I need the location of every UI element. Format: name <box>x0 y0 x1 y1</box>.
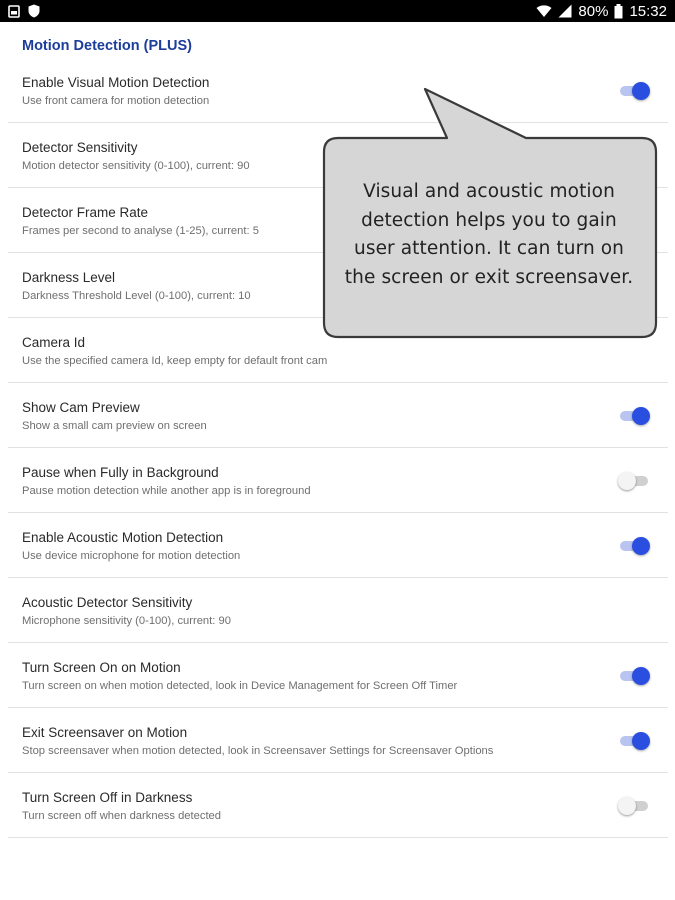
setting-enable-acoustic-motion-detection[interactable] <box>8 513 668 578</box>
setting-title: Show Cam Preview <box>22 400 140 415</box>
setting-title: Turn Screen Off in Darkness <box>22 790 193 805</box>
setting-subtitle: Pause motion detection while another app is in foreground <box>22 485 311 497</box>
wifi-icon <box>536 4 552 18</box>
turn-screen-on-toggle[interactable] <box>618 668 650 684</box>
acoustic-motion-detection-toggle[interactable] <box>618 538 650 554</box>
setting-subtitle: Use the specified camera Id, keep empty for default front cam <box>22 355 328 367</box>
setting-title: Pause when Fully in Background <box>22 465 219 480</box>
setting-pause-when-fully-in-background[interactable] <box>8 448 668 513</box>
callout-line: user attention. It can turn on <box>354 238 624 259</box>
setting-title: Darkness Level <box>22 270 116 285</box>
setting-subtitle: Microphone sensitivity (0-100), current: 90 <box>22 615 231 627</box>
setting-subtitle: Motion detector sensitivity (0-100), current: 90 <box>22 160 250 172</box>
setting-subtitle: Darkness Threshold Level (0-100), current: 10 <box>22 290 251 302</box>
setting-subtitle: Frames per second to analyse (1-25), current: 5 <box>22 225 259 237</box>
setting-title: Acoustic Detector Sensitivity <box>22 595 193 610</box>
setting-acoustic-detector-sensitivity[interactable] <box>8 578 668 643</box>
setting-title: Enable Acoustic Motion Detection <box>22 530 224 545</box>
setting-subtitle: Use device microphone for motion detection <box>22 550 241 562</box>
callout-line: the screen or exit screensaver. <box>344 266 634 288</box>
turn-screen-off-darkness-toggle[interactable] <box>618 798 650 814</box>
setting-title: Enable Visual Motion Detection <box>22 75 210 90</box>
section-title: Motion Detection (PLUS) <box>22 38 192 54</box>
exit-screensaver-toggle[interactable] <box>618 733 650 749</box>
callout-line: Visual and acoustic motion <box>363 181 615 202</box>
show-cam-preview-toggle[interactable] <box>618 408 650 424</box>
setting-title: Exit Screensaver on Motion <box>22 725 188 740</box>
setting-subtitle: Stop screensaver when motion detected, look in Screensaver Settings for Screensaver Options <box>22 745 494 757</box>
signal-icon <box>558 4 572 18</box>
setting-subtitle: Turn screen on when motion detected, look in Device Management for Screen Off Timer <box>22 680 458 692</box>
callout-text <box>324 178 654 292</box>
setting-subtitle: Show a small cam preview on screen <box>22 420 207 432</box>
shield-icon <box>28 4 40 18</box>
battery-icon <box>614 4 623 19</box>
pause-in-background-toggle[interactable] <box>618 473 650 489</box>
setting-title: Detector Frame Rate <box>22 205 149 220</box>
setting-subtitle: Use front camera for motion detection <box>22 95 210 107</box>
status-bar <box>0 0 675 22</box>
status-bar-right <box>536 0 667 22</box>
setting-turn-screen-off-in-darkness[interactable] <box>8 773 668 838</box>
setting-show-cam-preview[interactable] <box>8 383 668 448</box>
setting-exit-screensaver-on-motion[interactable] <box>8 708 668 773</box>
callout-line: detection helps you to gain <box>361 209 617 231</box>
setting-turn-screen-on-on-motion[interactable] <box>8 643 668 708</box>
setting-title: Camera Id <box>22 335 86 350</box>
battery-percent: 80% <box>578 2 609 20</box>
clock: 15:32 <box>629 2 667 20</box>
notification-image-icon <box>8 5 20 18</box>
setting-subtitle: Turn screen off when darkness detected <box>22 810 222 822</box>
setting-title: Turn Screen On on Motion <box>22 660 181 675</box>
status-bar-left <box>8 4 40 18</box>
setting-title: Detector Sensitivity <box>22 140 138 155</box>
